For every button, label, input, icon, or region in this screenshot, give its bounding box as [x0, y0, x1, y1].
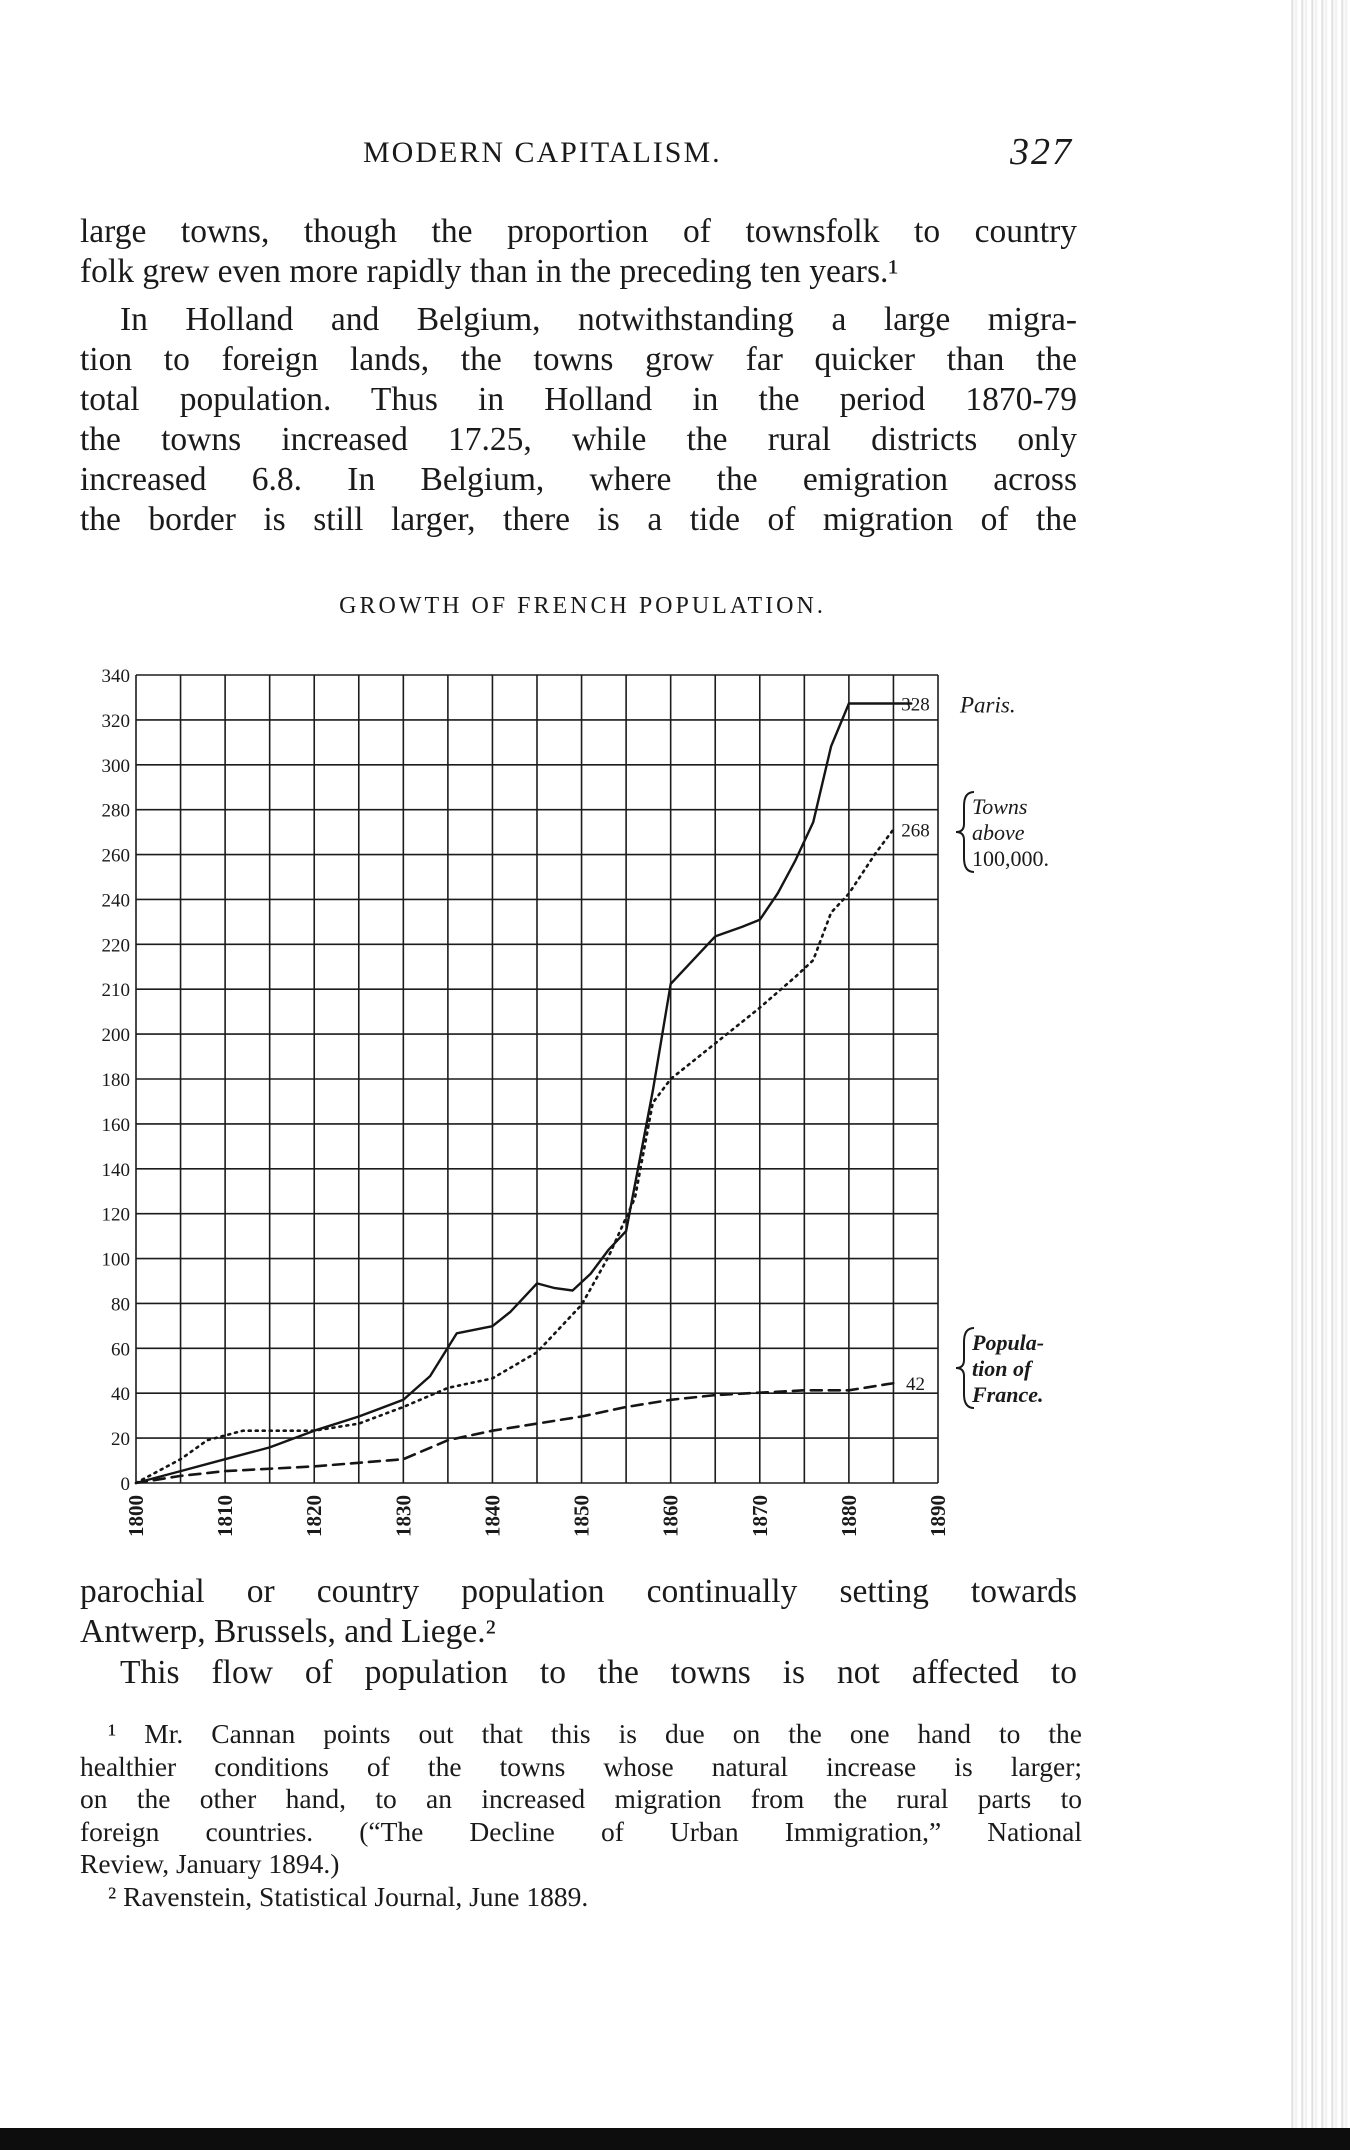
- series-line: [136, 1383, 893, 1483]
- footnote-line: healthier conditions of the towns whose natural increase is larger;: [80, 1750, 1082, 1782]
- x-tick-label: 1880: [836, 1495, 861, 1537]
- footnote-line: foreign countries. (“The Decline of Urban Immigration,” National: [80, 1815, 1082, 1847]
- chart-title: GROWTH OF FRENCH POPULATION.: [339, 593, 826, 619]
- running-head-title: MODERN CAPITALISM.: [363, 136, 722, 169]
- y-tick-label: 340: [101, 666, 130, 687]
- y-tick-label: 280: [101, 800, 130, 822]
- footnote-line: Review, January 1894.): [80, 1848, 340, 1879]
- y-tick-label: 0: [120, 1474, 130, 1495]
- footnote-line: on the other hand, to an increased migration from the rural parts to: [80, 1783, 1082, 1814]
- legend-label-france: tion of: [972, 1356, 1032, 1381]
- legend-label-paris: Paris.: [960, 692, 1016, 718]
- y-tick-label: 80: [111, 1294, 130, 1316]
- legend-label-france: France.: [972, 1382, 1044, 1407]
- y-tick-label: 260: [101, 845, 130, 867]
- y-tick-label: 200: [101, 1025, 130, 1047]
- x-tick-label: 1800: [124, 1495, 148, 1537]
- y-tick-label: 320: [101, 710, 130, 732]
- y-tick-label: 40: [111, 1384, 130, 1406]
- x-tick-label: 1890: [926, 1495, 950, 1537]
- y-tick-label: 160: [101, 1114, 130, 1136]
- paragraph-line: the border is still larger, there is a tide of migration of the: [80, 501, 1077, 538]
- paragraph-line: Antwerp, Brussels, and Liege.²: [80, 1613, 496, 1650]
- x-tick-label: 1870: [747, 1495, 772, 1537]
- paragraph-line: increased 6.8. In Belgium, where the emigration across: [80, 461, 1077, 498]
- x-tick-label: 1820: [302, 1495, 327, 1537]
- y-tick-label: 220: [101, 935, 130, 957]
- legend-label-france: Popula-: [972, 1330, 1045, 1355]
- footnote-line: ¹ Mr. Cannan points out that this is due on the one hand to the: [108, 1718, 1082, 1749]
- paragraph-line: large towns, though the proportion of townsfolk to country: [80, 213, 1077, 250]
- series-line: [136, 704, 911, 1484]
- y-tick-label: 140: [101, 1159, 130, 1181]
- paragraph-line: total population. Thus in Holland in the period 1870-79: [80, 381, 1077, 418]
- series-end-label: 328: [901, 694, 930, 716]
- scan-bottom-edge: [0, 2128, 1350, 2150]
- paragraph-line: tion to foreign lands, the towns grow far quicker than the: [80, 341, 1077, 378]
- y-tick-label: 180: [101, 1070, 130, 1091]
- y-tick-label: 240: [101, 890, 130, 912]
- legend-label-towns: 100,000.: [972, 846, 1049, 871]
- footnotes: [80, 1718, 1082, 1913]
- y-tick-label: 210: [101, 980, 130, 1002]
- y-tick-label: 20: [111, 1429, 130, 1451]
- legend-label-towns: Towns: [972, 794, 1028, 819]
- paragraph-line: folk grew even more rapidly than in the preceding ten years.¹: [80, 253, 899, 290]
- paragraph-line: the towns increased 17.25, while the rural districts only: [80, 421, 1077, 458]
- paragraph-line: This flow of population to the towns is not affected to: [120, 1654, 1077, 1691]
- paragraph-line: parochial or country population continually setting towards: [80, 1573, 1077, 1610]
- paragraph-3: [80, 1572, 1077, 1652]
- legend-label-towns: above: [972, 820, 1025, 845]
- book-spine-edge: [1288, 0, 1350, 2150]
- x-tick-label: 1810: [213, 1495, 238, 1537]
- y-tick-label: 300: [101, 755, 130, 777]
- y-tick-label: 100: [101, 1249, 130, 1271]
- paragraph-4: [80, 1653, 1077, 1693]
- x-tick-label: 1860: [658, 1495, 683, 1537]
- y-tick-label: 60: [111, 1339, 130, 1361]
- x-tick-label: 1830: [391, 1495, 416, 1537]
- y-tick-label: 120: [101, 1204, 130, 1226]
- footnote-line: ² Ravenstein, Statistical Journal, June 1889.: [108, 1880, 589, 1912]
- paragraph-line: In Holland and Belgium, notwithstanding a large migra-: [120, 301, 1077, 338]
- series-line: [136, 830, 893, 1484]
- series-end-label: 42: [905, 1374, 925, 1396]
- x-tick-label: 1850: [569, 1495, 594, 1537]
- page-number: 327: [1010, 131, 1073, 173]
- x-tick-label: 1840: [480, 1495, 505, 1537]
- series-end-label: 268: [901, 820, 930, 842]
